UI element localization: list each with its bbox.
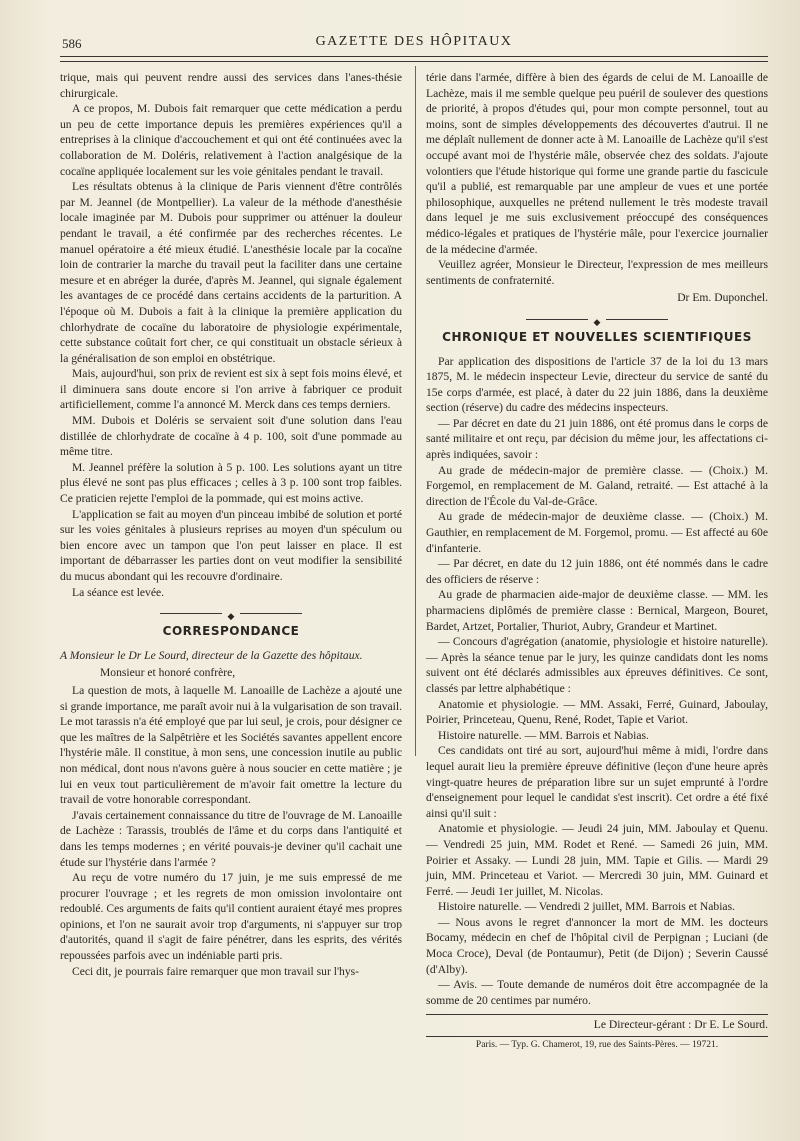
section-ornament: ◆ (426, 314, 768, 324)
paragraph: Veuillez agréer, Monsieur le Directeur, l'expression de mes meilleurs sentiments de confraternité. (426, 258, 768, 287)
paragraph: — Concours d'agrégation (anatomie, physiologie et histoire naturelle). — Après la séance tenue par le jury, les quinze candidats dont les noms suivent ont été déclarés admissibles aux épreuves définitives. Ce sont, classés par lettre alphabétique : (426, 635, 768, 695)
paragraph: M. Jeannel préfère la solution à 5 p. 100. Les solutions ayant un titre plus élevé ne sont pas plus efficaces ; celles à 3 p. 100 sont trop faibles. Ce praticien rejette l'emploi de la pommade, qui est moins active. (60, 460, 402, 506)
paragraph: Au grade de pharmacien aide-major de deuxième classe. — MM. les pharmaciens diplômés de première classe : Bernical, Margeon, Bouret, Bardet, Artzet, Portalier, Thuriot, Aubry, Grandeur et Martinet. (426, 588, 768, 633)
paragraph: térie dans l'armée, diffère à bien des égards de celui de M. Lanoaille de Lachèze, mais il me semble quelque peu puéril de soulever des questions de priorité, à propos d'études qui, pour mon compte personnel, tout au moins, sont de simples développements des découvertes d'autrui. Il ne me déplaît nullement de donner acte à M. Lanoaille de Lachèze qu'il s'est occupé avant moi de l'hystérie mâle, observée chez des soldats. J'ajoute volontiers que l'étude historique qui forme une grande partie du fascicule qu'il a publié, est remarquable par une ampleur de vues et une portée philosophique, auxquelles ne prétend nullement le très modeste travail dans lequel je me suis exclusivement préoccupé des conséquences médico-légales et pratiques de l'hystérie mâle, pour l'exercice journalier de la médecine d'armée. (426, 71, 768, 256)
paragraph: Mais, aujourd'hui, son prix de revient est six à sept fois moins élevé, et il diminuera sans doute encore si l'on arrive à fabriquer ce produit artificiellement, comme l'a annoncé M. Merck dans ces temps derniers. (60, 367, 402, 412)
paragraph: — Par décret en date du 21 juin 1886, ont été promus dans le corps de santé militaire et ont reçu, par décision du même jour, les affectations ci-après indiquées, savoir : (426, 416, 768, 462)
director-credit: Le Directeur-gérant : Dr E. Le Sourd. (593, 1018, 768, 1032)
paragraph: trique, mais qui peuvent rendre aussi des services dans l'anes-thésie chirurgicale. (60, 71, 402, 100)
paragraph: Anatomie et physiologie. — MM. Assaki, Ferré, Guinard, Jaboulay, Poirier, Princeteau, Quenu, René, Rodet, Tapie et Variot. (426, 697, 768, 727)
header-rule (60, 56, 768, 62)
paragraph: Ces candidats ont tiré au sort, aujourd'hui même à midi, l'ordre dans lequel aurait lieu la première épreuve définitive (leçon d'une heure après vingt-quatre heures de préparation libre sur un sujet emprunté à l'ordre d'enseignement pour lequel le candidat s'est inscrit). Cet ordre a été fixé ainsi qu'il suit : (426, 744, 768, 820)
printer-imprint: Paris. — Typ. G. Chamerot, 19, rue des Saints-Pères. — 19721. (426, 1036, 768, 1054)
section-title-chronique: CHRONIQUE ET NOUVELLES SCIENTIFIQUES (442, 329, 752, 344)
footer-rule (426, 1014, 768, 1015)
journal-title: GAZETTE DES HÔPITAUX (315, 34, 513, 49)
section-title-correspondance: CORRESPONDANCE (162, 624, 300, 639)
paragraph: Histoire naturelle. — MM. Barrois et Nabias. (438, 728, 649, 742)
paragraph: Au reçu de votre numéro du 17 juin, je me suis empressé de me procurer l'ouvrage ; et les regrets de mon omission involontaire ont redoublé. Ces arguments de faits qu'il contient auraient étayé mes propres opinions, et l'on ne saurait avoir trop d'arguments, ni s'appuyer sur trop d'autorités, quand il s'agit de faire pénétrer, dans les esprits, des vérités repoussées parfois avec un indéniable parti pris. (60, 871, 402, 963)
column-divider (415, 66, 416, 756)
paragraph: La question de mots, à laquelle M. Lanoaille de Lachèze a ajouté une si grande importance, me paraît avoir nui à la vulgarisation de son travail. Le mot tarassis n'a été employé que par lui seul, je crois, pour désigner ce que les maîtres de la Salpêtrière et les Sociétés savantes appellent encore l'hystérie mâle. Il constitue, à mon sens, une concession inutile au public non médical, dont nous n'avons guère à nous soucier en cette matière ; je lui en veux tout particulièrement de m'avoir fait omettre la lecture du travail de votre honorable correspondant. (60, 683, 402, 807)
paragraph: Au grade de médecin-major de deuxième classe. — (Choix.) M. Gauthier, en remplacement de M. Forgemol, promu. — Est affecté au 60e d'infanterie. (426, 510, 768, 555)
left-column (60, 70, 402, 979)
salutation: Monsieur et honoré confrère, (100, 666, 236, 680)
letter-address: A Monsieur le Dr Le Sourd, directeur de la Gazette des hôpitaux. (60, 648, 363, 662)
signature: Dr Em. Duponchel. (677, 291, 768, 305)
page-header (60, 32, 768, 58)
paragraph: Histoire naturelle. — Vendredi 2 juillet, MM. Barrois et Nabias. (438, 900, 735, 914)
paragraph: Par application des dispositions de l'article 37 de la loi du 13 mars 1875, M. le médecin inspecteur Levie, directeur du service de santé du 15e corps d'armée, est placé, à dater du 22 juin 1886, dans la deuxième section (réserve) du cadre des médecins inspecteurs. (426, 354, 768, 415)
paragraph: A ce propos, M. Dubois fait remarquer que cette médication a perdu un peu de cette importance depuis les premières expériences qu'il a entreprises à la clinique d'accouchement et qui ont été continuées avec la collaboration de M. Doléris, relativement à l'action analgésique de la cocaïne appliquée localement sur les voie génitales pendant le travail. (60, 102, 402, 178)
paragraph: — Par décret, en date du 12 juin 1886, ont été nommés dans le cadre des officiers de réserve : (426, 557, 768, 586)
paragraph: Ceci dit, je pourrais faire remarquer que mon travail sur l'hys- (72, 964, 360, 978)
paragraph: J'avais certainement connaissance du titre de l'ouvrage de M. Lanoaille de Lachèze : Tarassis, troublés de l'âme et du corps dans l'antiquité et dans les temps modernes ; en vérité pouvais-je deviner qu'il cachait une étude sur l'hystérie dans l'armée ? (60, 808, 402, 869)
page-number: 586 (62, 36, 82, 51)
section-ornament: ◆ (60, 608, 402, 618)
paragraph: La séance est levée. (72, 585, 165, 599)
paragraph: L'application se fait au moyen d'un pinceau imbibé de solution et porté sur les voies génitales à plusieurs reprises au moyen d'un spéculum ou bien encore avec un tampon que l'on peut laisser en place. Il est important de débarrasser les parties dont on veut modifier la sensibilité du mucus abondant qui les recouvre d'ordinaire. (60, 507, 402, 583)
paragraph: Anatomie et physiologie. — Jeudi 24 juin, MM. Jaboulay et Quenu. — Vendredi 25 juin, MM. Rodet et René. — Samedi 26 juin, MM. Poirier et Assaky. — Lundi 28 juin, MM. Tapie et Gilis. — Mardi 29 juin, MM. Princeteau et Variot. — Mercredi 30 juin, MM. Guinard et Ferré. — Jeudi 1er juillet, M. Nicolas. (426, 822, 768, 898)
right-column (426, 70, 768, 1054)
paragraph: MM. Dubois et Doléris se servaient soit d'une solution dans l'eau distillée de chlorhydrate de cocaïne à 4 p. 100, soit d'une pommade au même titre. (60, 414, 402, 459)
paragraph: — Avis. — Toute demande de numéros doit être accompagnée de la somme de 20 centimes par numéro. (426, 978, 768, 1007)
paragraph: Les résultats obtenus à la clinique de Paris viennent d'être contrôlés par M. Jeannel (de Montpellier). La valeur de la méthode d'anesthésie locale imaginée par M. Dubois pour supprimer ou atténuer la douleur pendant le travail, a été confirmée par des recherches récentes. Le manuel opératoire a été mieux étudié. L'anesthésie locale par la cocaïne loin de contrarier la marche du travail peut la faciliter dans une certaine mesure et en abréger la durée, d'après M. Jeannel, qui signale également les avantages de ce procédé dans certains accidents de la parturition. A l'époque où M. Dubois a fait à la clinique la première application du chlorhydrate de cocaïne du laboratoire de physiologie expérimentale, cette substance coûtait fort cher, ce qui constituait un obstacle sérieux à la généralisation de son emploi en obstétrique. (60, 180, 402, 365)
paragraph: — Nous avons le regret d'annoncer la mort de MM. les docteurs Bocamy, médecin en chef de l'hôpital civil de Perpignan ; Luciani (de Moca Croce), Deval (de Pontaumur), Petit (de Dijon) ; Severin Caussé (d'Alby). (426, 915, 768, 976)
paragraph: Au grade de médecin-major de première classe. — (Choix.) M. Forgemol, en remplacement de M. Galand, retraité. — Est attaché à la direction de l'École du Val-de-Grâce. (426, 463, 768, 508)
